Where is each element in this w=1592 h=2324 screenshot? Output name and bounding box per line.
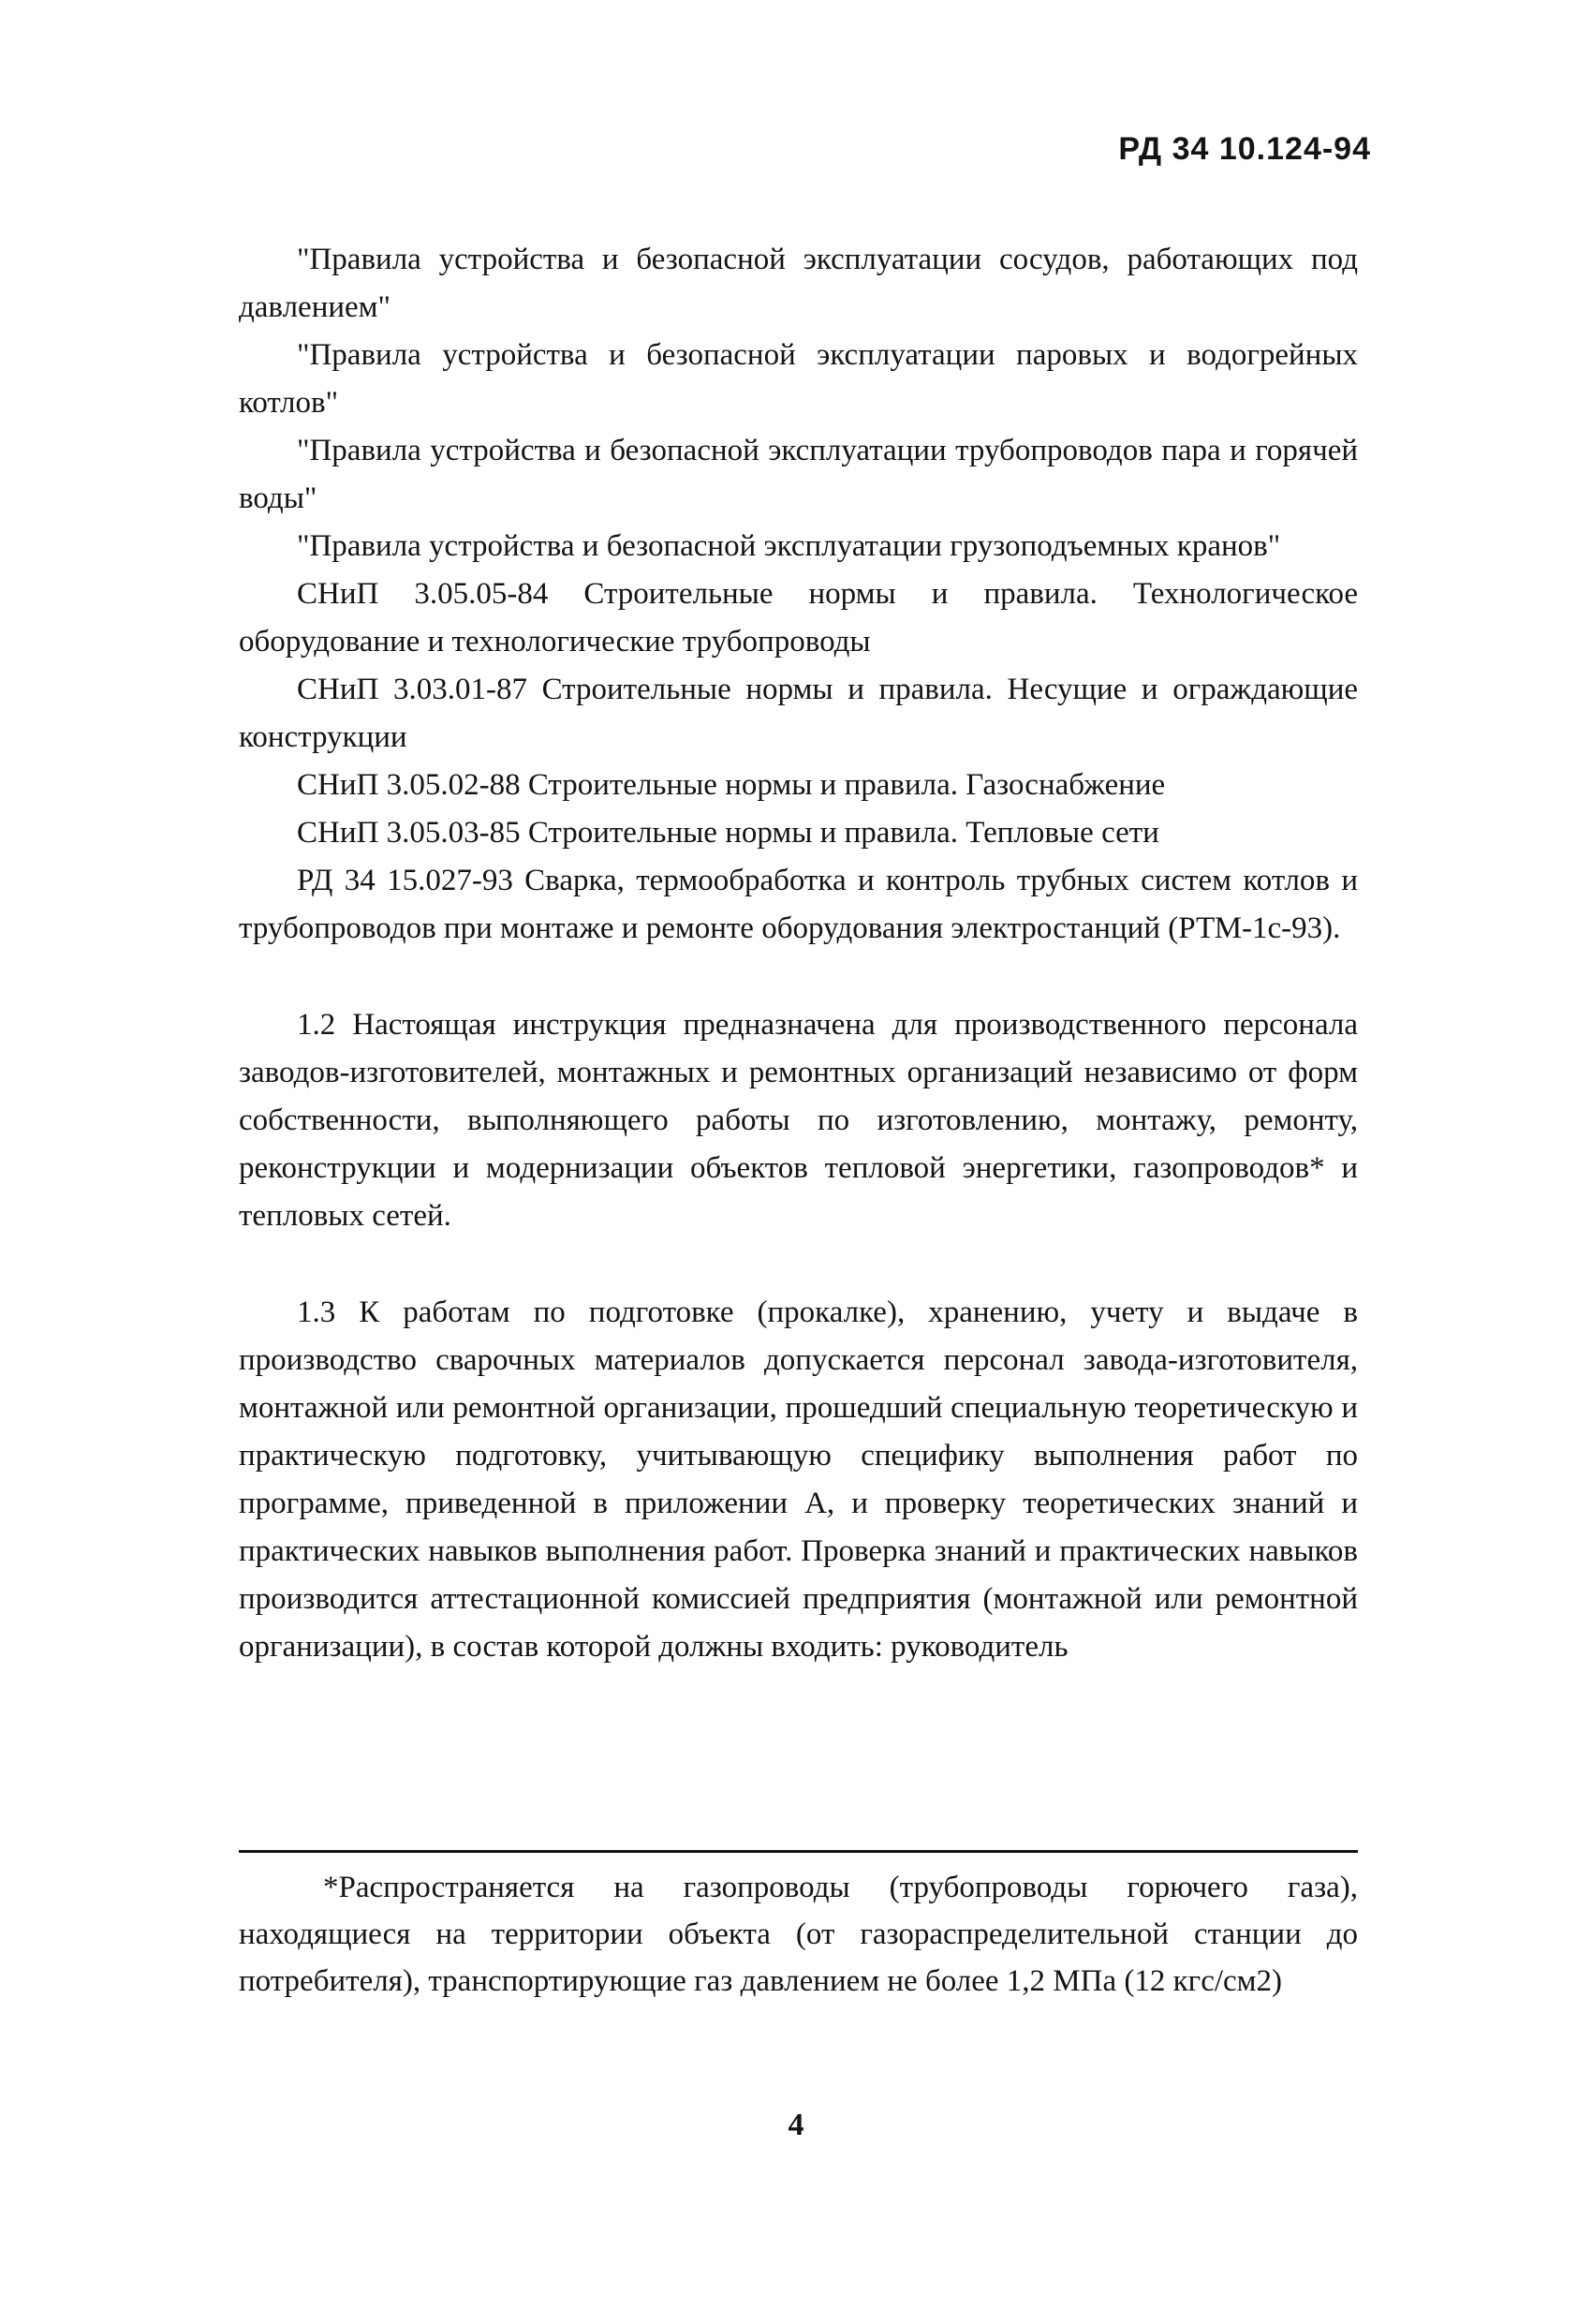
reference-item: СНиП 3.05.02-88 Строительные нормы и правила. Газоснабжение [297,768,1166,802]
reference-item: СНиП 3.05.03-85 Строительные нормы и правила. Тепловые сети [297,816,1159,850]
reference-list [239,236,1358,953]
reference-item: "Правила устройства и безопасной эксплуатации паровых и водогрейных котлов" [239,338,1358,420]
document-code: РД 34 10.124-94 [1118,131,1371,167]
page-number: 4 [788,2108,804,2142]
reference-item: СНиП 3.05.05-84 Строительные нормы и правила. Технологическое оборудование и технологические трубопроводы [239,577,1358,659]
reference-item: СНиП 3.03.01-87 Строительные нормы и правила. Несущие и ограждающие конструкции [239,673,1358,754]
reference-item: РД 34 15.027-93 Сварка, термообработка и контроль трубных систем котлов и трубопроводов при монтаже и ремонте оборудования электростанций (РТМ-1с-93). [239,864,1358,945]
reference-item: "Правила устройства и безопасной эксплуатации трубопроводов пара и горячей воды" [239,434,1358,515]
footnote-separator [239,1850,1358,1853]
reference-item: "Правила устройства и безопасной эксплуатации грузоподъемных кранов" [297,529,1281,563]
paragraph-1-3: 1.3 К работам по подготовке (прокалке), хранению, учету и выдаче в производство сварочных материалов допускается персонал завода-изготовителя, монтажной или ремонтной организации, прошедший специальную теоретическую и практическую подготовку, учитывающую специфику выполнения работ по программе, приведенной в приложении А, и проверку теоретических знаний и практических навыков выполнения работ. Проверка знаний и практических навыков производится аттестационной комиссией предприятия (монтажной или ремонтной организации), в состав которой должны входить: руководитель [239,1295,1358,1664]
footnote: *Распространяется на газопроводы (трубопроводы горючего газа), находящиеся на территории объекта (от газораспределительной станции до потребителя), транспортирующие газ давлением не более 1,2 МПа (12 кгс/см2) [239,1871,1358,1998]
page-body [239,236,1358,1671]
reference-item: "Правила устройства и безопасной эксплуатации сосудов, работающих под давлением" [239,243,1358,324]
paragraph-1-2: 1.2 Настоящая инструкция предназначена для производственного персонала заводов-изготовителей, монтажных и ремонтных организаций независимо от форм собственности, выполняющего работы по изготовлению, монтажу, ремонту, реконструкции и модернизации объектов тепловой энергетики, газопроводов* и тепловых сетей. [239,1008,1358,1233]
